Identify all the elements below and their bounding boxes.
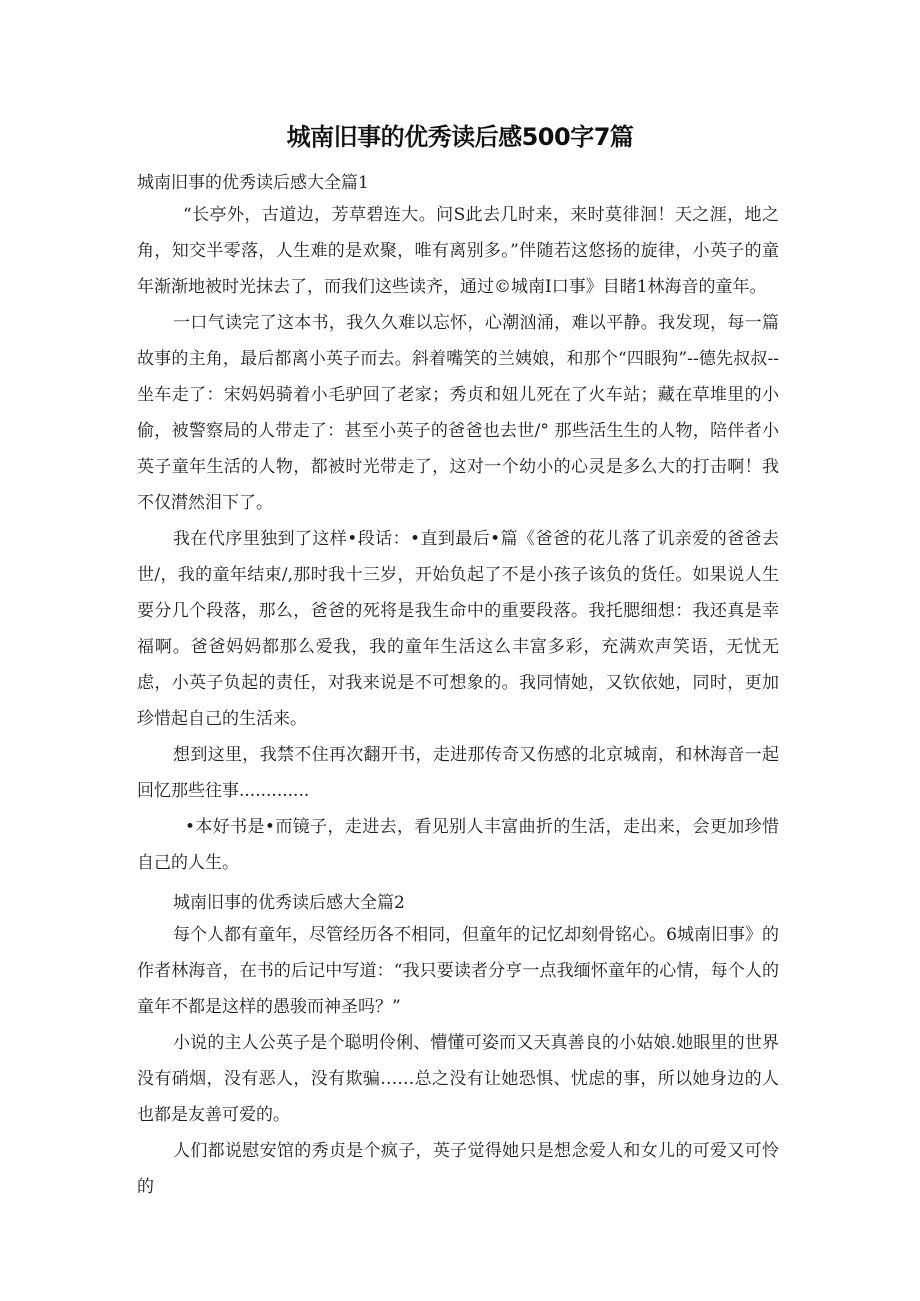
section-heading-1: 城南旧事的优秀读后感大全篇1 xyxy=(137,173,369,193)
section-heading-2: 城南旧事的优秀读后感大全篇2 xyxy=(173,893,405,913)
paragraph: “长亭外，古道边，芳草碧连大。问S此去几时来，来时莫徘洄！天之涯，地之角，知交半零落，人生难的是欢聚，唯有离别多。”伴随若这悠扬的旋律，小英子的童年渐渐地被时光抹去了，而我们这些读齐，通过©城南I口事》目睹1林海音的童年。 xyxy=(137,205,779,297)
paragraph: •本好书是•而镜子，走进去，看见别人丰富曲折的生活，走出来，会更加珍惜自己的人生。 xyxy=(137,817,779,873)
paragraph: 每个人都有童年，尽管经历各不相同，但童年的记忆却刻骨铭心。6城南旧事》的作者林海音，在书的后记中写道：“我只要读者分亨一点我缅怀童年的心情，每个人的童年不都是这样的愚骏而神圣吗？” xyxy=(137,925,779,1017)
document-title: 城南旧事的优秀读后感500字7篇 xyxy=(286,123,634,151)
paragraph: 想到这里，我禁不住再次翻开书，走进那传奇又伤感的北京城南，和林海音一起回忆那些往事............. xyxy=(137,745,779,801)
paragraph: 我在代序里独到了这样•段话：•直到最后•篇《爸爸的花儿落了讥亲爱的爸爸去世/，我的童年结束/,那时我十三岁，开始负起了不是小孩子该负的货任。如果说人生要分几个段落，那么，爸爸的死将是我生命中的重要段落。我托腮细想：我还真是幸福啊。爸爸妈妈都那么爱我，我的童年生活这么丰富多彩，充满欢声笑语，无忧无虑，小英子负起的责任，对我来说是不可想象的。我同情她，又钦依她，同时，更加珍惜起自己的生活来。 xyxy=(137,529,779,729)
paragraph: 人们都说慰安馆的秀贞是个疯子，英子觉得她只是想念爱人和女儿的可爱又可怜的 xyxy=(137,1141,779,1197)
paragraph: 一口气读完了这本书，我久久难以忘怀，心潮汹涌，难以平静。我发现，每一篇故事的主角，最后都离小英子而去。斜着嘴笑的兰姨娘，和那个“四眼狗”--德先叔叔--坐车走了：宋妈妈骑着小毛驴回了老家；秀贞和妞儿死在了火车站；藏在草堆里的小偷，被警察局的人带走了：甚至小英子的爸爸也去世/° 那些活生生的人物，陪伴者小英子童年生活的人物，都被时光带走了，这对一个幼小的心灵是多么大的打击啊！我不仅潸然泪下了。 xyxy=(137,313,779,513)
paragraph: 小说的主人公英子是个聪明伶俐、懵懂可姿而又天真善良的小姑娘.她眼里的世界没有硝烟，没有恶人，没有欺骗……总之没有让她恐惧、忧虑的事，所以她身边的人也都是友善可爱的。 xyxy=(137,1033,779,1125)
